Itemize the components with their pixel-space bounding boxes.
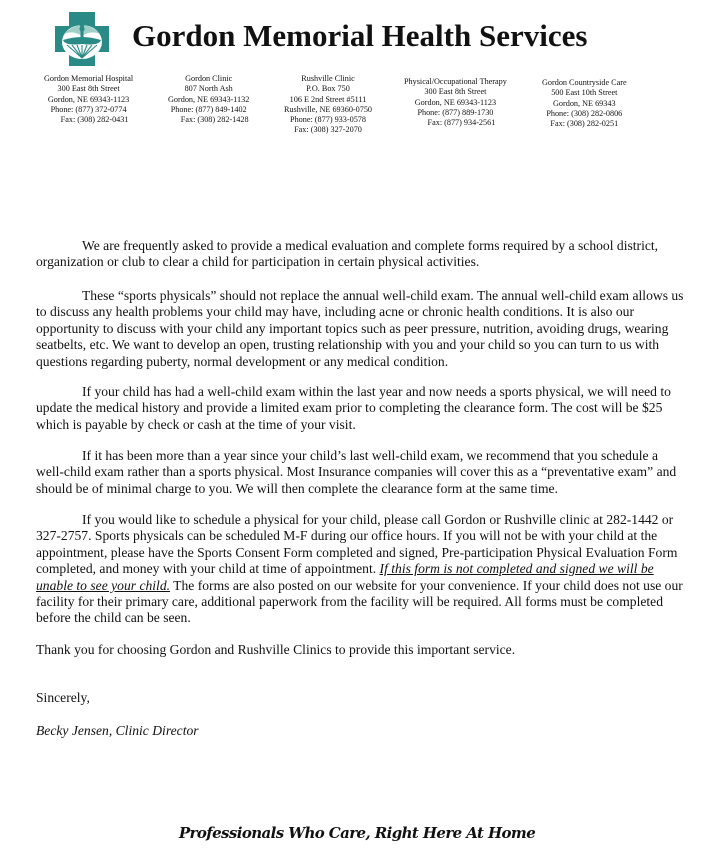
footer-tagline: Professionals Who Care, Right Here At Home (178, 824, 536, 842)
closing: Sincerely, (36, 690, 90, 705)
paragraph-scheduling: If you would like to schedule a physical for your child, please call Gordon or Rushville clinic at 282-1442 or 327-2757. Sports physicals can be scheduled M-F during our office hours. If you will not be with your child at the appointment, please have the Sports Consent Form completed and signed, Pre-participation Physical Evaluation Form completed, and money with your child at time of appointment. If this form is not completed and signed we will be unable to see your child. The forms are also posted on our website for your convenience. If your child does not use our facility for their primary care, additional paperwork from the facility will be required. All forms must be completed before the child can be seen. (36, 512, 683, 626)
paragraph-well-child: These “sports physicals” should not replace the annual well-child exam. The annual well-child exam allows us to discuss any health problems your child may have, including acne or chronic health conditions. It is also our opportunity to discuss with your child any important topics such as peer pressure, nutrition, avoiding drugs, wearing seatbelts, etc. We want to develop an open, trusting relationship with you and your child so you can turn to us with questions regarding puberty, normal development or any medical condition. (36, 288, 684, 369)
paragraph-thanks: Thank you for choosing Gordon and Rushville Clinics to provide this important service. (36, 642, 516, 657)
location-hospital: Gordon Memorial Hospital 300 East 8th Street Gordon, NE 69343-1123 Phone: (877) 372-0774 Fax: (308) 282-0431 (44, 74, 134, 125)
signature: Becky Jensen, Clinic Director (36, 723, 199, 738)
paragraph-over-a-year: If it has been more than a year since your child’s last well-child exam, we recommend that you schedule a well-child exam rather than a sports physical. Most Insurance companies will cover this as a “preventative exam” and should be of minimal charge to you. We will then complete the clearance form at the same time. (36, 448, 677, 496)
location-therapy: Physical/Occupational Therapy 300 East 8th Street Gordon, NE 69343-1123 Phone: (877) 889-1730 Fax: (877) 934-2561 (404, 77, 507, 128)
organization-title: Gordon Memorial Health Services (132, 18, 588, 53)
paragraph-intro: We are frequently asked to provide a medical evaluation and complete forms required by a school district, organization or club to clear a child for participation in certain physical activities. (36, 238, 659, 270)
location-gordon-clinic: Gordon Clinic 807 North Ash Gordon, NE 69343-1132 Phone: (877) 849-1402 Fax: (308) 282-1428 (168, 74, 250, 125)
gmhs-cross-logo-icon (55, 12, 109, 66)
location-countryside-care: Gordon Countryside Care 500 East 10th Street Gordon, NE 69343 Phone: (308) 282-0806 Fax: (308) 282-0251 (542, 78, 627, 129)
paragraph-cost: If your child has had a well-child exam within the last year and now needs a sports physical, we will need to update the medical history and provide a limited exam prior to completing the clearance form. The cost will be $25 which is payable by check or cash at the time of your visit. (36, 384, 671, 432)
required-form-warning: If this form is not completed and signed we will be unable to see your child. (36, 561, 654, 593)
location-rushville-clinic: Rushville Clinic P.O. Box 750 106 E 2nd Street #5111 Rushville, NE 69360-0750 Phone: (877) 933-0578 Fax: (308) 327-2070 (284, 74, 373, 135)
